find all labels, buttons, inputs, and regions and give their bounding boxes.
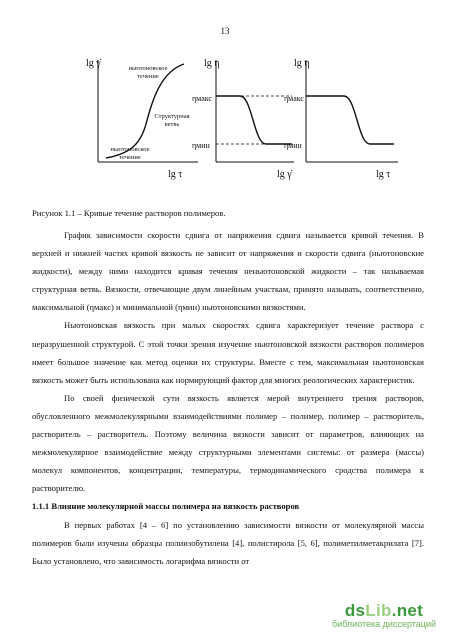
paragraph: В первых работах [4 – 6] по установлению зависимости вязкости от молекулярной массы полимеров были изучены образцы полиизобутилена [4], полистирола [5, 6], полиметилметакрилата [7]. Было установлено, что зависимость логарифма вязкости от: [32, 519, 424, 566]
panel2-y-axis-label: lg η: [204, 58, 220, 69]
panel2-viscosity-curve: [216, 96, 292, 144]
watermark-logo: [332, 601, 436, 621]
label-newtonian-bottom: ньютоновское течение: [110, 146, 150, 161]
panel-viscosity-vs-stress: [284, 58, 398, 180]
panel3-y-axis-label: lg η: [294, 58, 310, 69]
panel3-eta-max-label: ηмакс: [284, 94, 304, 103]
panel3-x-axis-label: lg τ: [376, 169, 391, 180]
panel-flow-curve: [86, 58, 198, 180]
watermark-logo-lib: Lib: [365, 601, 392, 620]
panel3-eta-min-label: ηмин: [284, 141, 302, 150]
paragraph: Ньютоновская вязкость при малых скоростях сдвига характеризует течение раствора с неразрушенной структурой. С этой точки зрения изучение ньютоновской вязкости растворов полимеров имеет большое значение как метод оценки их структуры. Вместе с тем, максимальная ньютоновская вязкость может быть использована как нормирующий фактор для многих реологических характеристик.: [32, 320, 424, 385]
panel1-x-axis-label: lg τ: [168, 169, 183, 180]
paragraph: График зависимости скорости сдвига от напряжения сдвига называется кривой течения. В верхней и нижней частях кривой вязкость не зависит от напряжения и скорости сдвига (ньютоновские жидкости), между ними находится кривая течения неньютоновской жидкости – так называемая структурная ветвь. Вязкости, отвечающие двум линейным участкам, принято называть, соответственно, максимальной (ηмакс) и минимальной (ηмин) ньютоновскими вязкостями.: [32, 230, 424, 313]
label-structural-branch: Структурная ветвь: [154, 113, 190, 128]
panel1-y-axis-label: lg γ̇: [86, 58, 101, 69]
page-number: 13: [220, 26, 230, 36]
label-newtonian-top: ньютоновское течение: [128, 65, 168, 80]
panel-viscosity-vs-shear-rate: [192, 58, 294, 180]
body-text: [32, 226, 424, 570]
watermark-subtitle: библиотека диссертаций: [331, 619, 436, 629]
figure-caption: Рисунок 1.1 – Кривые течение растворов полимеров.: [32, 208, 226, 218]
paragraph: По своей физической сути вязкость является мерой внутреннего трения растворов, обусловленного межмолекулярными взаимодействиями полимер – полимер, полимер – растворитель, растворитель – растворитель. Поэтому величина вязкости зависит от параметров, влияющих на межмолекулярное взаимодействие между структурными элементами системы: от размера (массы) молекул компонентов, концентрации, температуры, термодинамического сродства полимера к растворителю.: [32, 392, 424, 494]
dslib-watermark: [332, 601, 436, 629]
panel3-viscosity-curve: [306, 96, 394, 144]
flow-curves-figure: [80, 50, 400, 182]
panel2-x-axis-label: lg γ̇: [277, 169, 292, 180]
panel2-eta-min-label: ηмин: [192, 141, 210, 150]
watermark-logo-ds: ds: [344, 601, 366, 620]
section-heading: 1.1.1 Влияние молекулярной массы полимера на вязкость растворов: [32, 501, 300, 512]
watermark-logo-tld: .net: [391, 601, 424, 620]
panel2-eta-max-label: ηмакс: [192, 94, 212, 103]
